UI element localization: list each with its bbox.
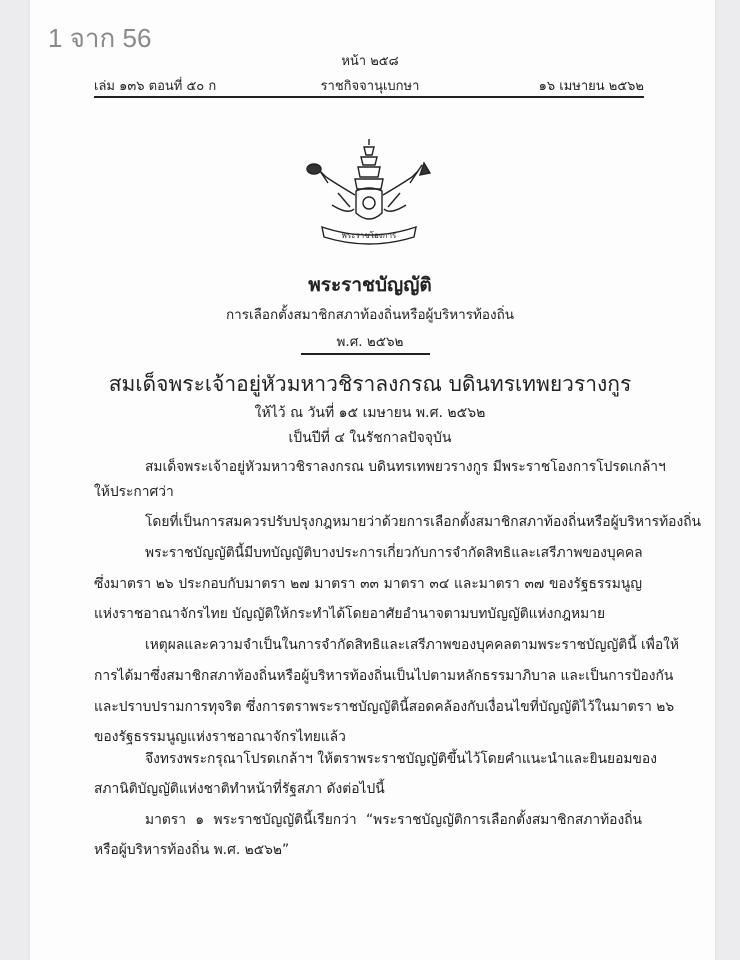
gazette-date: ๑๖ เมษายน ๒๕๖๒ <box>538 79 644 94</box>
body-line: พระราชบัญญัตินี้มีบทบัญญัติบางประการเกี่ยวกับการจำกัดสิทธิและเสรีภาพของบุคคล <box>145 545 643 561</box>
king-name: สมเด็จพระเจ้าอยู่หัวมหาวชิราลงกรณ บดินทรเทพยวรางกูร <box>108 372 632 396</box>
gazette-page-number: หน้า ๒๕๘ <box>341 54 399 69</box>
body-line: ให้ประกาศว่า <box>94 484 174 500</box>
body-line: สมเด็จพระเจ้าอยู่หัวมหาวชิราลงกรณ บดินทรเทพยวรางกูร มีพระราชโองการโปรดเกล้าฯ <box>145 459 666 475</box>
body-line: ซึ่งมาตรา ๒๖ ประกอบกับมาตรา ๒๗ มาตรา ๓๓ มาตรา ๓๔ และมาตรา ๓๗ ของรัฐธรรมนูญ <box>94 576 642 592</box>
page-counter: 1 จาก 56 <box>48 23 152 53</box>
body-line: สภานิติบัญญัติแห่งชาติทำหน้าที่รัฐสภา ดังต่อไปนี้ <box>94 781 385 797</box>
royal-emblem-icon <box>298 135 440 247</box>
body-line: ของรัฐธรรมนูญแห่งราชอาณาจักรไทยแล้ว <box>94 729 346 745</box>
body-line: การได้มาซึ่งสมาชิกสภาท้องถิ่นหรือผู้บริหารท้องถิ่นเป็นไปตามหลักธรรมาภิบาล และเป็นการป้องกัน <box>94 668 674 684</box>
title-rule <box>301 353 430 355</box>
document-title: พระราชบัญญัติ <box>308 274 432 296</box>
body-line: และปราบปรามการทุจริต ซึ่งการตราพระราชบัญญัตินี้สอดคล้องกับเงื่อนไขที่บัญญัติไว้ในมาตรา ๒๖ <box>94 699 675 715</box>
document-year: พ.ศ. ๒๕๖๒ <box>336 334 404 350</box>
emblem-ribbon-text: พระราชโองการ <box>341 231 397 240</box>
body-line: จึงทรงพระกรุณาโปรดเกล้าฯ ให้ตราพระราชบัญญัติขึ้นไว้โดยคำแนะนำและยินยอมของ <box>145 751 657 767</box>
gazette-name: ราชกิจจานุเบกษา <box>320 79 420 94</box>
gazette-volume: เล่ม ๑๓๖ ตอนที่ ๕๐ ก <box>94 79 217 94</box>
body-line: โดยที่เป็นการสมควรปรับปรุงกฎหมายว่าด้วยการเลือกตั้งสมาชิกสภาท้องถิ่นหรือผู้บริหารท้องถิ่น <box>145 514 701 530</box>
reign-year: เป็นปีที่ ๔ ในรัชกาลปัจจุบัน <box>288 430 452 446</box>
body-line: มาตรา ๑ พระราชบัญญัตินี้เรียกว่า “พระราชบัญญัติการเลือกตั้งสมาชิกสภาท้องถิ่น <box>145 812 642 828</box>
body-line: แห่งราชอาณาจักรไทย บัญญัติให้กระทำได้โดยอาศัยอำนาจตามบทบัญญัติแห่งกฎหมาย <box>94 606 606 622</box>
body-line: เหตุผลและความจำเป็นในการจำกัดสิทธิและเสรีภาพของบุคคลตามพระราชบัญญัตินี้ เพื่อให้ <box>145 637 679 653</box>
document-subject: การเลือกตั้งสมาชิกสภาท้องถิ่นหรือผู้บริหารท้องถิ่น <box>225 307 515 323</box>
given-date: ให้ไว้ ณ วันที่ ๑๕ เมษายน พ.ศ. ๒๕๖๒ <box>254 405 486 421</box>
header-rule <box>94 96 644 98</box>
body-line: หรือผู้บริหารท้องถิ่น พ.ศ. ๒๕๖๒” <box>94 842 290 858</box>
